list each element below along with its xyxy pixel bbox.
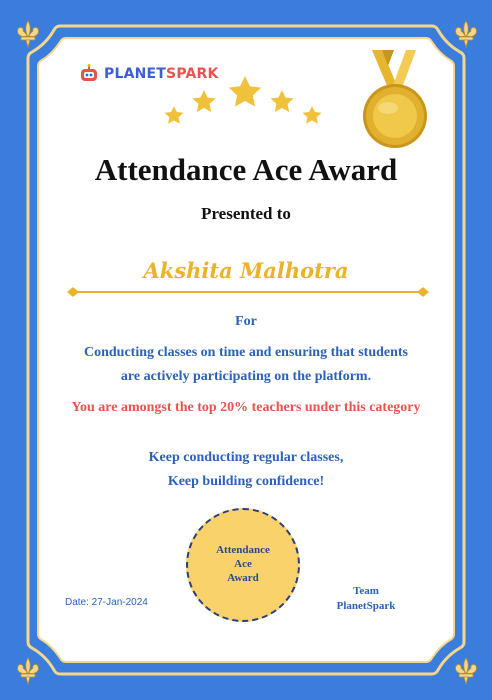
planetspark-robot-logo-icon (78, 64, 100, 84)
star-icon (165, 106, 184, 124)
gold-divider (66, 285, 430, 299)
award-title: Attendance Ace Award (94, 152, 398, 187)
star-icon (303, 106, 322, 124)
reason-line-1: Conducting classes on time and ensuring that students (84, 345, 408, 360)
star-icon (192, 90, 215, 112)
seal-line-3: Award (227, 572, 259, 584)
encouragement-line-2: Keep building confidence! (167, 474, 325, 489)
ranking-note: You are amongst the top 20% teachers under this category (71, 400, 421, 415)
fleur-de-lis-icon (450, 655, 482, 687)
presented-to-label: Presented to (201, 204, 291, 223)
medal-icon (358, 48, 432, 152)
star-icon (229, 76, 261, 107)
seal-line-1: Attendance (216, 544, 270, 556)
brand-name-part1: PLANET (104, 66, 167, 82)
brand-name-part2: SPARK (166, 66, 219, 82)
reason-line-2: are actively participating on the platform. (120, 369, 372, 384)
fleur-de-lis-icon (12, 655, 44, 687)
award-seal (186, 508, 300, 622)
team-line-2: PlanetSpark (336, 600, 396, 612)
fleur-de-lis-icon (12, 18, 44, 50)
team-signature (326, 584, 406, 614)
encouragement-line-1: Keep conducting regular classes, (148, 450, 344, 465)
issue-date: Date: 27-Jan-2024 (65, 597, 148, 608)
team-line-1: Team (353, 585, 379, 597)
seal-text (188, 543, 298, 585)
star-icon (270, 90, 293, 112)
recipient-name: Akshita Malhotra (143, 258, 349, 283)
stars-decoration (160, 76, 330, 126)
fleur-de-lis-icon (450, 18, 482, 50)
for-label: For (235, 314, 257, 329)
seal-line-2: Ace (234, 558, 252, 570)
